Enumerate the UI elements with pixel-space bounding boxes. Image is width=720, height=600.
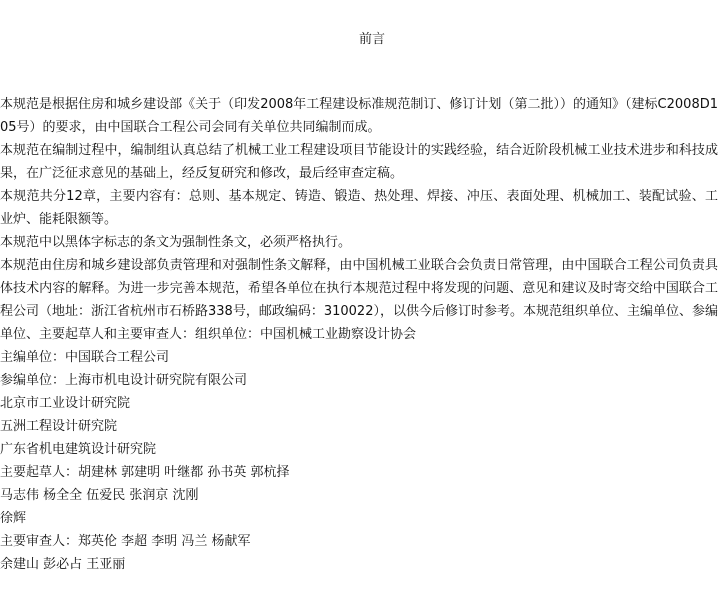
paragraph-management: 本规范由住房和城乡建设部负责管理和对强制性条文解释，由中国机械工业联合会负责日常管理，由中国联合工程公司负责具体技术内容的解释。为进一步完善本规范，希望各单位在执行本规范过程中将发现的问题、意见和建议及时寄交给中国联合工程公司（地址：浙江省杭州市石桥路338号，邮政编码：310022），以供今后修订时参考。本规范组织单位、主编单位、参编单位、主要起草人和主要审查人：组织单位：中国机械工业勘察设计协会 — [0, 258, 718, 342]
paragraph-unit-beijing: 北京市工业设计研究院 — [0, 396, 131, 411]
paragraph-unit-wuzhou: 五洲工程设计研究院 — [0, 419, 118, 434]
paragraph-basis: 本规范是根据住房和城乡建设部《关于（印发2008年工程建设标准规范制订、修订计划（第二批））的通知》（建标C2008D105号）的要求，由中国联合工程公司会同有关单位共同编制而成。 — [0, 97, 718, 135]
paragraph-drafters-2: 马志伟 杨全全 伍爱民 张润京 沈刚 — [0, 488, 199, 503]
paragraph-unit-guangdong: 广东省机电建筑设计研究院 — [0, 442, 157, 457]
paragraph-contents: 本规范共分12章，主要内容有：总则、基本规定、铸造、锻造、热处理、焊接、冲压、表面处理、机械加工、装配试验、工业炉、能耗限额等。 — [0, 189, 718, 227]
paragraph-drafters-3: 徐辉 — [0, 511, 27, 526]
paragraph-compilation: 本规范在编制过程中，编制组认真总结了机械工业工程建设项目节能设计的实践经验，结合近阶段机械工业技术进步和科技成果，在广泛征求意见的基础上，经反复研究和修改，最后经审查定稿。 — [0, 143, 718, 181]
paragraph-participating-unit: 参编单位：上海市机电设计研究院有限公司 — [0, 373, 248, 388]
paragraph-chief-unit: 主编单位：中国联合工程公司 — [0, 350, 170, 365]
paragraph-reviewers: 主要审查人：郑英伦 李超 李明 冯兰 杨献军 — [0, 534, 251, 549]
paragraph-reviewers-2: 余建山 彭必占 王亚丽 — [0, 557, 126, 572]
paragraph-drafters: 主要起草人：胡建林 郭建明 叶继都 孙书英 郭杭择 — [0, 465, 290, 480]
document-title: 前言 — [358, 32, 385, 47]
document-body — [0, 93, 718, 576]
paragraph-mandatory: 本规范中以黑体字标志的条文为强制性条文，必须严格执行。 — [0, 235, 352, 250]
